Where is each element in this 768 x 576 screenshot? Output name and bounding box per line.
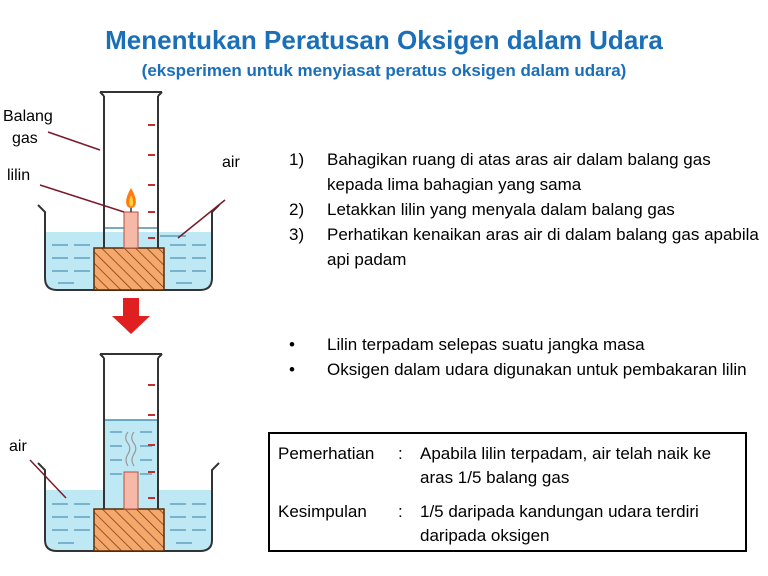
setup-after xyxy=(30,354,219,551)
conclusion-value: 1/5 daripada kandungan udara terdiri daripada oksigen xyxy=(420,502,699,545)
observation-key: Pemerhatian xyxy=(278,444,375,463)
step-number: 1) xyxy=(289,150,305,169)
steps-list xyxy=(289,147,759,272)
list-item xyxy=(289,197,759,222)
candle-top xyxy=(124,212,138,248)
list-item xyxy=(289,147,759,197)
label-lilin: lilin xyxy=(7,167,31,184)
observation-value: Apabila lilin terpadam, air telah naik ke aras 1/5 balang gas xyxy=(420,444,712,487)
step-text: Letakkan lilin yang menyala dalam balang gas xyxy=(327,200,675,219)
bullet-mark: • xyxy=(289,335,295,354)
setup-before xyxy=(38,92,225,290)
candle-bottom xyxy=(124,472,138,509)
step-number: 2) xyxy=(289,200,305,219)
list-item xyxy=(289,222,759,272)
down-arrow-icon xyxy=(112,298,150,334)
step-text: Perhatikan kenaikan aras air di dalam balang gas apabila api padam xyxy=(327,225,759,269)
summary-box xyxy=(268,432,747,552)
step-number: 3) xyxy=(289,225,305,244)
colon: : xyxy=(398,444,403,463)
conclusion-key: Kesimpulan xyxy=(278,502,367,521)
list-item xyxy=(289,332,759,357)
bullet-text: Oksigen dalam udara digunakan untuk pembakaran lilin xyxy=(327,360,747,379)
experiment-diagram xyxy=(0,80,268,560)
wooden-block-bottom xyxy=(94,509,164,551)
page-subtitle: (eksperimen untuk menyiasat peratus oksigen dalam udara) xyxy=(141,61,627,80)
bullets-list xyxy=(289,332,759,382)
colon: : xyxy=(398,502,403,521)
list-item xyxy=(289,357,759,382)
wooden-block-top xyxy=(94,248,164,290)
page-title: Menentukan Peratusan Oksigen dalam Udara xyxy=(105,25,663,55)
label-gas: gas xyxy=(12,130,38,147)
label-balang: Balang xyxy=(3,108,53,125)
conclusion-row xyxy=(278,500,740,548)
label-air-top: air xyxy=(222,154,240,171)
observation-row xyxy=(278,442,740,490)
bullet-text: Lilin terpadam selepas suatu jangka masa xyxy=(327,335,645,354)
bullet-mark: • xyxy=(289,360,295,379)
label-air-bottom: air xyxy=(9,438,27,455)
step-text: Bahagikan ruang di atas aras air dalam balang gas kepada lima bahagian yang sama xyxy=(327,150,711,194)
